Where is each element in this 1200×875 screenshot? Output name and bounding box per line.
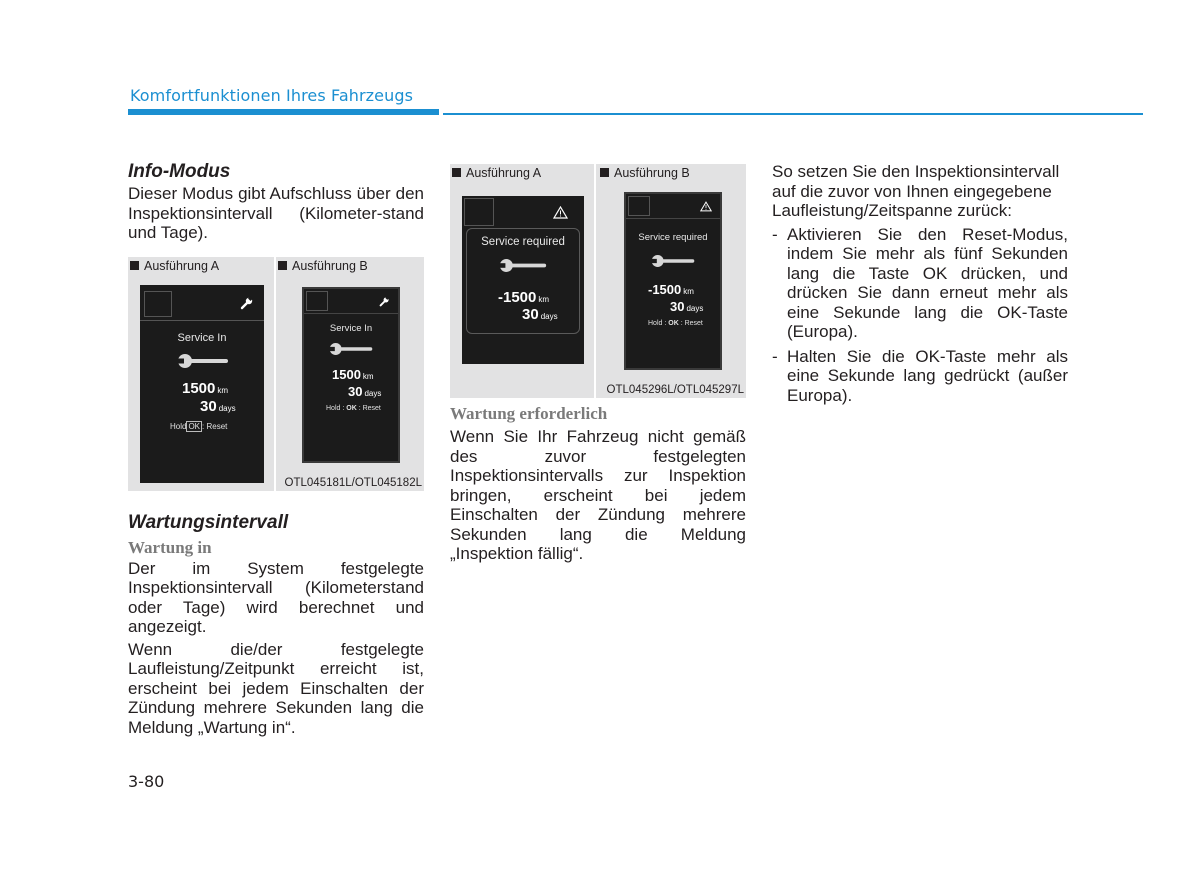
- wrench-graphic-icon: [328, 342, 374, 361]
- section-title: Komfortfunktionen Ihres Fahrzeugs: [130, 86, 414, 105]
- figure-caption-a: Ausführung A: [130, 259, 219, 273]
- figure-caption-b: Ausführung B: [278, 259, 368, 273]
- trip-box: [464, 198, 494, 226]
- trip-box: [144, 291, 172, 317]
- wrench-icon: [379, 294, 390, 312]
- figure-caption-a: Ausführung A: [452, 166, 541, 180]
- warning-triangle-icon: [700, 199, 712, 217]
- wrench-graphic-icon: [498, 258, 548, 278]
- service-required-heading: Wartung erforderlich: [450, 404, 608, 423]
- figure-divider: [594, 164, 596, 398]
- divider-line: [140, 320, 264, 321]
- km-readout: -1500 km: [498, 289, 550, 306]
- cluster-display-b: [302, 287, 400, 463]
- interval-para-2: Wenn die/der festgelegte Laufleistung/Zeitpunkt erreicht ist, erscheint bei jedem Einschalten der Zündung mehrere Sekunden lang die Meldung „Wartung in“.: [128, 639, 424, 737]
- info-mode-figure: [128, 257, 424, 491]
- hold-reset-hint: Hold : OK : Reset: [648, 320, 703, 327]
- column-2: [450, 164, 746, 564]
- service-in-heading: Wartung in: [128, 537, 212, 557]
- hold-reset-hint: Hold OK : Reset: [170, 421, 228, 431]
- figure-code: OTL045296L/OTL045297L: [606, 384, 744, 396]
- days-readout: 30 days: [522, 306, 558, 323]
- wrench-icon: [240, 296, 254, 315]
- cluster-display-a: [462, 196, 584, 364]
- km-readout: 1500 km: [332, 366, 374, 382]
- cluster-display-b: [624, 192, 722, 370]
- hold-reset-hint: Hold : OK : Reset: [326, 404, 381, 412]
- list-item: - Halten Sie die OK-Taste mehr als eine Sekunde lang gedrückt (außer Europa).: [772, 346, 1068, 405]
- trip-box: [306, 291, 328, 311]
- days-readout: 30 days: [670, 299, 704, 314]
- info-mode-text: Dieser Modus gibt Aufschluss über den Inspektionsintervall (Kilometer-stand und Tage).: [128, 184, 424, 242]
- service-required-text: Wenn Sie Ihr Fahrzeug nicht gemäß des zuvor festgelegten Inspektionsintervalls zur Inspektion bringen, erscheint bei jedem Einschalten der Zündung mehrere Sekunden lang die Meldung „Inspektion fällig“.: [450, 427, 746, 563]
- divider-line: [626, 218, 720, 219]
- cluster-display-a: [140, 285, 264, 483]
- column-3: [772, 162, 1068, 410]
- column-1: [128, 160, 424, 737]
- km-readout: -1500 km: [648, 282, 694, 297]
- service-required-title: Service required: [481, 236, 565, 248]
- interval-para-1: Der im System festgelegte Inspektionsintervall (Kilometerstand oder Tage) wird berechnet und angezeigt.: [128, 558, 424, 636]
- wrench-graphic-icon: [176, 353, 230, 374]
- interval-heading: Wartungsintervall: [128, 511, 289, 533]
- service-in-title: Service In: [329, 322, 373, 334]
- page-number: 3-80: [128, 772, 165, 791]
- reset-intro: So setzen Sie den Inspektionsintervall auf die zuvor von Ihnen eingegebene Laufleistung/Zeitspanne zurück:: [772, 162, 1060, 220]
- figure-divider: [274, 257, 276, 491]
- trip-box: [628, 196, 650, 216]
- warning-triangle-icon: [553, 206, 568, 224]
- divider-line: [304, 313, 398, 314]
- list-item: - Aktivieren Sie den Reset-Modus, indem Sie mehr als fünf Sekunden lang die Taste OK drücken, und drücken Sie dann erneut mehr als eine Sekunde lang die OK-Taste (Europa).: [772, 224, 1068, 341]
- wrench-graphic-icon: [650, 254, 696, 273]
- service-required-figure: [450, 164, 746, 398]
- days-readout: 30 days: [200, 397, 236, 415]
- service-in-title: Service In: [177, 331, 227, 344]
- reset-steps-list: [772, 225, 1068, 406]
- figure-caption-b: Ausführung B: [600, 166, 690, 180]
- header-bar-thin: [443, 113, 1143, 115]
- km-readout: 1500 km: [182, 379, 229, 397]
- service-required-title: Service required: [638, 232, 708, 243]
- header-bar-thick: [128, 109, 439, 115]
- figure-code: OTL045181L/OTL045182L: [284, 476, 422, 489]
- days-readout: 30 days: [348, 383, 382, 399]
- info-mode-heading: Info-Modus: [128, 161, 231, 182]
